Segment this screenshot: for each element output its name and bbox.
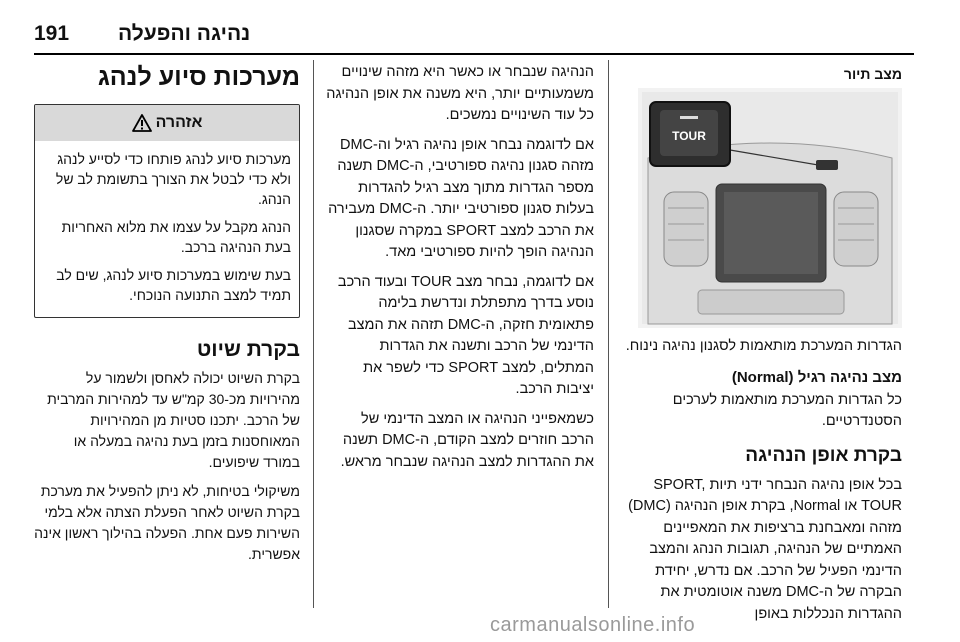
header-divider bbox=[34, 53, 914, 55]
cruise-paragraph-2: משיקולי בטיחות, לא ניתן להפעיל את מערכת בקרת השיוט לאחר הפעלת הצתה אלא בלמי השירות פעם אחת. הפעלה בהילוך ראשון אינה אפשרית. bbox=[34, 483, 300, 562]
warning-title: אזהרה bbox=[155, 114, 203, 131]
driver-assistance-heading: מערכות סיוע לנהג bbox=[97, 63, 300, 91]
figure-caption: מצב תיור bbox=[843, 66, 902, 82]
cruise-paragraph-1: בקרת השיוט יכולה לאחסן ולשמור על מהירויות מכ-30 קמ"ש עד למהירות המרבית של הרכב. יתכנו סטיות מן המהירויות המאוחסנות בזמן בעת נהיגה במעלה או במורד שיפועים. bbox=[47, 370, 300, 470]
drive-mode-control-text: בכל אופן נהיגה הנבחר ידני תיות SPORT, TOUR או Normal, בקרת אופן הנהיגה (DMC) מזהה ומאבחנת ברציפות את המאפיינים האמתיים של הנהיגה, תגובות הנהג והמצב הדינמי הפעיל של הרכב. אם נדרש, יחידת הבקרה של ה-DMC משנה אוטומטית את ההגדרות הנכללות באופן bbox=[628, 476, 902, 622]
warning-paragraph-2: הנהג מקבל על עצמו את מלוא האחריות בעת הנהיגה ברכב. bbox=[61, 219, 291, 255]
drive-mode-control-heading: בקרת אופן הנהיגה bbox=[745, 444, 902, 466]
warning-box bbox=[34, 104, 300, 318]
middle-paragraph-4: כשמאפייני הנהיגה או המצב הדינמי של הרכב חוזרים למצב הקודם, ה-DMC תשנה את ההגדרות למצב הנהיגה שנבחר מראש. bbox=[340, 410, 594, 470]
dashboard-tour-figure bbox=[638, 88, 902, 328]
normal-mode-heading: מצב נהיגה רגיל (Normal) bbox=[731, 368, 902, 386]
middle-column bbox=[326, 62, 594, 481]
watermark: carmanualsonline.info bbox=[490, 614, 696, 636]
middle-paragraph-1: הנהיגה שנבחר או כאשר היא מזהה שינויים משמעותיים יותר, היא משנה את אופן הנהיגה כל עוד השינויים נמשכים. bbox=[326, 64, 594, 123]
cruise-control-heading: בקרת שיוט bbox=[196, 338, 300, 361]
right-column bbox=[620, 62, 902, 633]
left-column bbox=[34, 62, 300, 573]
intro-text: הגדרות המערכת מותאמות לסגנון נהיגה נינוח. bbox=[625, 338, 902, 354]
warning-paragraph-3: בעת שימוש במערכות סיוע לנהג, שים לב תמיד למצב התנועה הנוכחי. bbox=[56, 267, 291, 303]
column-divider-right bbox=[608, 60, 609, 608]
chapter-title: נהיגה והפעלה bbox=[118, 22, 251, 45]
column-divider-left bbox=[313, 60, 314, 608]
middle-paragraph-3: אם לדוגמה, נבחר מצב TOUR ובעוד הרכב נוסע בדרך מתפתלת ונדרשת בלימה פתאומית חזקה, ה-DMC תזהה את המצב הדינמי של הרכב ותשנה את הגדרות המתלים, למצב SPORT כדי לשפר את יציבות הרכב. bbox=[337, 273, 594, 397]
page-number: 191 bbox=[34, 22, 70, 45]
warning-header bbox=[35, 105, 299, 141]
tour-button-label: TOUR bbox=[672, 129, 706, 143]
middle-paragraph-2: אם לדוגמה נבחר אופן נהיגה רגיל וה-DMC מזהה סגנון נהיגה ספורטיבי, ה-DMC תשנה מספר הגדרות מתוך מצב רגיל להגדרות בעלות סגנון ספורטיבי יותר. ה-DMC מעבירה את הרכב למצב SPORT במקרה שסגנון הנהיגה הופך להיות ספורטיבי מאד. bbox=[328, 136, 594, 260]
normal-mode-text: כל הגדרות המערכת מותאמות לערכים הסטנדרטיים. bbox=[672, 391, 902, 429]
warning-body bbox=[35, 141, 299, 317]
warning-paragraph-1: מערכות סיוע לנהג פותחו כדי לסייע לנהג ולא כדי לבטל את הצורך בתשומת לב של הנהג. bbox=[55, 151, 291, 207]
warning-triangle-icon bbox=[132, 114, 152, 132]
